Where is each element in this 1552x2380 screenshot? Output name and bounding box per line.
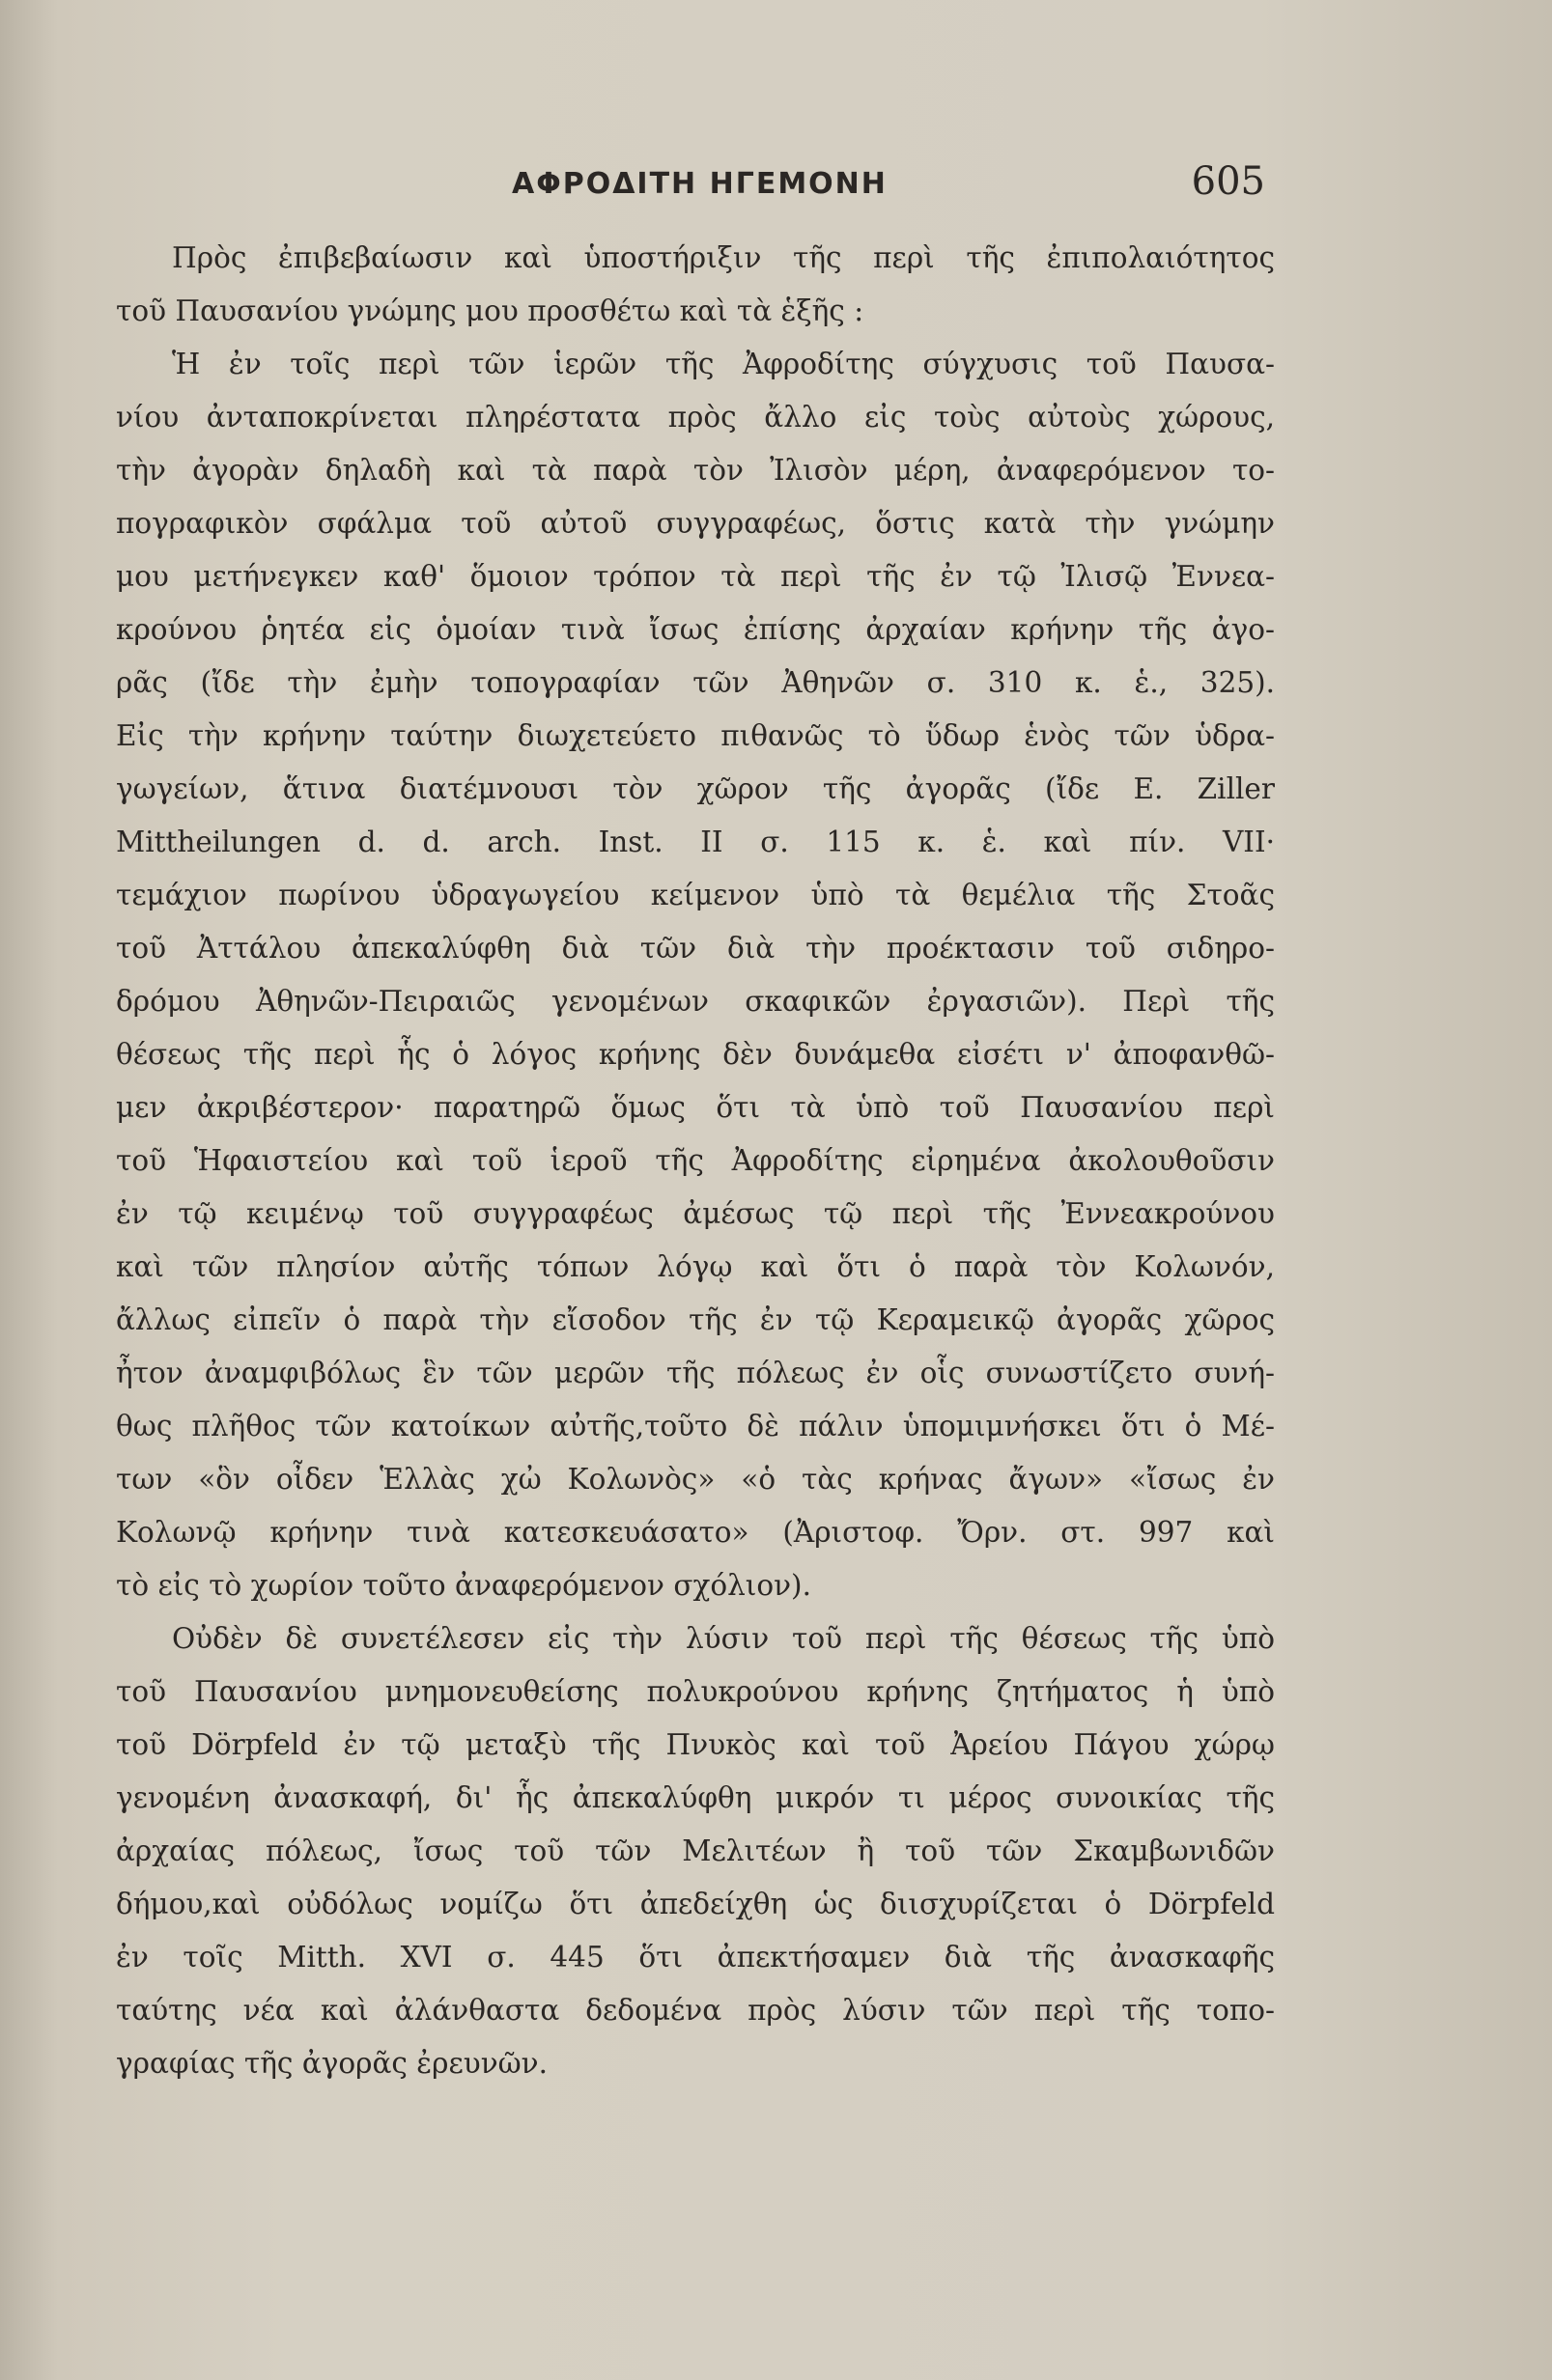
page-header <box>164 159 1265 217</box>
text-line: ἄλλως εἰπεῖν ὁ παρὰ τὴν εἴσοδον τῆς ἐν τῷ Κεραμεικῷ ἀγορᾶς χῶρος <box>116 1303 1275 1336</box>
running-title: ΑΦΡΟΔΙΤΗ ΗΓΕΜΟΝΗ <box>512 167 888 201</box>
text-line: ἐν τοῖς Mitth. XVI σ. 445 ὅτι ἀπεκτήσαμεν διὰ τῆς ἀνασκαφῆς <box>116 1941 1275 1974</box>
text-line: τὴν ἀγορὰν δηλαδὴ καὶ τὰ παρὰ τὸν Ἰλισὸν μέρη, ἀναφερόμενον το- <box>116 454 1275 487</box>
text-line: γωγείων, ἅτινα διατέμνουσι τὸν χῶρον τῆς ἀγορᾶς (ἴδε E. Ziller <box>116 772 1275 805</box>
text-line: τοῦ Παυσανίου γνώμης μου προσθέτω καὶ τὰ ἑξῆς : <box>116 294 864 327</box>
text-line: τοῦ Ἀττάλου ἀπεκαλύφθη διὰ τῶν διὰ τὴν προέκτασιν τοῦ σιδηρο- <box>116 932 1275 965</box>
text-line: γραφίας τῆς ἀγορᾶς ἐρευνῶν. <box>116 2047 548 2080</box>
text-line: κρούνου ῥητέα εἰς ὁμοίαν τινὰ ἴσως ἐπίσης ἀρχαίαν κρήνην τῆς ἀγο- <box>116 613 1275 646</box>
text-line: Ἡ ἐν τοῖς περὶ τῶν ἱερῶν τῆς Ἀφροδίτης σύγχυσις τοῦ Παυσα- <box>172 348 1275 380</box>
text-line: ρᾶς (ἴδε τὴν ἐμὴν τοπογραφίαν τῶν Ἀθηνῶν σ. 310 κ. ἑ., 325). <box>116 666 1275 699</box>
text-line: τοῦ Dörpfeld ἐν τῷ μεταξὺ τῆς Πνυκὸς καὶ τοῦ Ἀρείου Πάγου χώρῳ <box>116 1728 1275 1761</box>
text-line: τοῦ Ἡφαιστείου καὶ τοῦ ἱεροῦ τῆς Ἀφροδίτης εἰρημένα ἀκολουθοῦσιν <box>116 1144 1275 1177</box>
text-line: θως πλῆθος τῶν κατοίκων αὐτῆς,τοῦτο δὲ πάλιν ὑπομιμνήσκει ὅτι ὁ Μέ- <box>116 1410 1275 1442</box>
text-line: Mittheilungen d. d. arch. Inst. II σ. 115 κ. ἑ. καὶ πίν. VII· <box>116 826 1275 858</box>
text-line: Πρὸς ἐπιβεβαίωσιν καὶ ὑποστήριξιν τῆς περὶ τῆς ἐπιπολαιότητος <box>172 241 1275 274</box>
text-line: ἦτον ἀναμφιβόλως ἓν τῶν μερῶν τῆς πόλεως ἐν οἷς συνωστίζετο συνή- <box>116 1357 1275 1389</box>
text-line: ἐν τῷ κειμένῳ τοῦ συγγραφέως ἀμέσως τῷ περὶ τῆς Ἐννεακρούνου <box>116 1197 1275 1230</box>
text-line: ταύτης νέα καὶ ἀλάνθαστα δεδομένα πρὸς λύσιν τῶν περὶ τῆς τοπο- <box>116 1994 1275 2027</box>
text-line: τεμάχιον πωρίνου ὑδραγωγείου κείμενον ὑπὸ τὰ θεμέλια τῆς Στοᾶς <box>116 879 1275 911</box>
text-line: μου μετήνεγκεν καθ' ὅμοιον τρόπον τὰ περὶ τῆς ἐν τῷ Ἰλισῷ Ἐννεα- <box>116 560 1275 593</box>
text-line: Οὐδὲν δὲ συνετέλεσεν εἰς τὴν λύσιν τοῦ περὶ τῆς θέσεως τῆς ὑπὸ <box>172 1622 1275 1655</box>
text-line: πογραφικὸν σφάλμα τοῦ αὐτοῦ συγγραφέως, ὅστις κατὰ τὴν γνώμην <box>116 507 1275 540</box>
text-line: ἀρχαίας πόλεως, ἴσως τοῦ τῶν Μελιτέων ἢ τοῦ τῶν Σκαμβωνιδῶν <box>116 1834 1275 1867</box>
page-number: 605 <box>1191 159 1265 204</box>
text-line: γενομένη ἀνασκαφή, δι' ἧς ἀπεκαλύφθη μικρόν τι μέρος συνοικίας τῆς <box>116 1781 1275 1814</box>
text-line: θέσεως τῆς περὶ ἧς ὁ λόγος κρήνης δὲν δυνάμεθα εἰσέτι ν' ἀποφανθῶ- <box>116 1038 1275 1071</box>
text-line: Κολωνῷ κρήνην τινὰ κατεσκευάσατο» (Ἀριστοφ. Ὄρν. στ. 997 καὶ <box>116 1516 1275 1549</box>
text-line: τοῦ Παυσανίου μνημονευθείσης πολυκρούνου κρήνης ζητήματος ἡ ὑπὸ <box>116 1675 1275 1708</box>
text-line: Εἰς τὴν κρήνην ταύτην διωχετεύετο πιθανῶς τὸ ὕδωρ ἑνὸς τῶν ὑδρα- <box>116 719 1275 752</box>
text-line: τὸ εἰς τὸ χωρίον τοῦτο ἀναφερόμενον σχόλιον). <box>116 1569 811 1602</box>
text-line: νίου ἀνταποκρίνεται πληρέστατα πρὸς ἄλλο εἰς τοὺς αὐτοὺς χώρους, <box>116 401 1275 434</box>
text-line: των «ὃν οἶδεν Ἑλλὰς χὠ Κολωνὸς» «ὁ τὰς κρήνας ἄγων» «ἴσως ἐν <box>116 1463 1275 1496</box>
text-line: δήμου,καὶ οὐδόλως νομίζω ὅτι ἀπεδείχθη ὡς διισχυρίζεται ὁ Dörpfeld <box>116 1888 1275 1920</box>
body-text <box>116 232 1275 2090</box>
text-line: μεν ἀκριβέστερον· παρατηρῶ ὅμως ὅτι τὰ ὑπὸ τοῦ Παυσανίου περὶ <box>116 1091 1275 1124</box>
text-line: δρόμου Ἀθηνῶν-Πειραιῶς γενομένων σκαφικῶν ἐργασιῶν). Περὶ τῆς <box>116 985 1275 1018</box>
text-line: καὶ τῶν πλησίον αὐτῆς τόπων λόγῳ καὶ ὅτι ὁ παρὰ τὸν Κολωνόν, <box>116 1250 1275 1283</box>
